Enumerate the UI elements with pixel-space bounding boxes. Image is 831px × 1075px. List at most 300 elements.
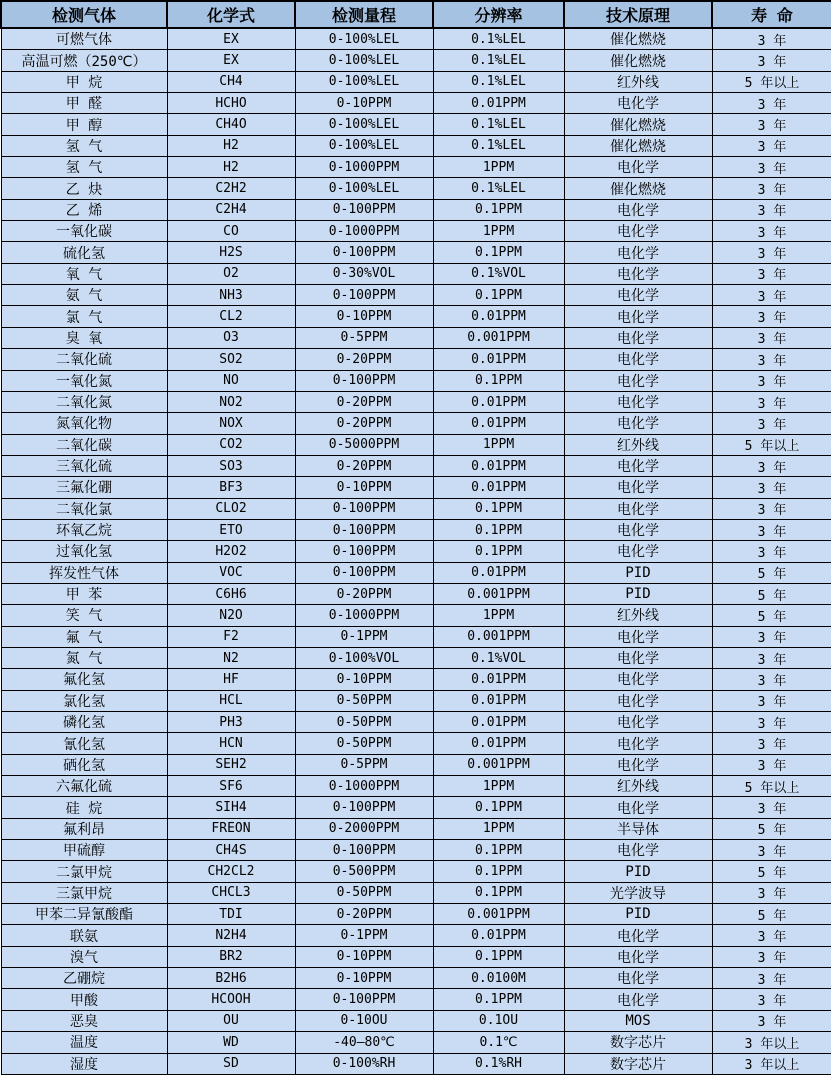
table-cell: CH4 xyxy=(167,71,295,92)
header-row xyxy=(1,1,831,28)
table-cell: 甲苯二异氰酸酯 xyxy=(1,904,167,925)
table-cell: 氰化氢 xyxy=(1,733,167,754)
table-row xyxy=(1,498,831,519)
table-row xyxy=(1,669,831,690)
table-cell: 高温可燃（250℃） xyxy=(1,50,167,71)
table-cell: 0-100%LEL xyxy=(295,135,433,156)
table-row xyxy=(1,904,831,925)
table-cell: 0.1℃ xyxy=(433,1032,564,1053)
table-cell: 臭 氧 xyxy=(1,327,167,348)
table-cell: 5 年 xyxy=(712,583,831,604)
table-cell: 0.001PPM xyxy=(433,754,564,775)
table-row xyxy=(1,455,831,476)
table-row xyxy=(1,221,831,242)
table-cell: 3 年 xyxy=(712,690,831,711)
table-cell: 3 年 xyxy=(712,349,831,370)
table-cell: 二氧化氯 xyxy=(1,498,167,519)
table-row xyxy=(1,178,831,199)
table-row xyxy=(1,882,831,903)
table-cell: 0-10PPM xyxy=(295,968,433,989)
table-cell: CL2 xyxy=(167,306,295,327)
table-cell: 0-10OU xyxy=(295,1010,433,1031)
table-cell: CLO2 xyxy=(167,498,295,519)
table-cell: H2O2 xyxy=(167,541,295,562)
table-cell: 3 年 xyxy=(712,50,831,71)
table-cell: 3 年 xyxy=(712,669,831,690)
table-cell: 0.1%LEL xyxy=(433,114,564,135)
table-cell: 0-5000PPM xyxy=(295,434,433,455)
table-cell: 氧 气 xyxy=(1,263,167,284)
table-cell: 氟利昂 xyxy=(1,818,167,839)
table-cell: 硒化氢 xyxy=(1,754,167,775)
table-cell: 3 年 xyxy=(712,968,831,989)
column-header-detection-range: 检测量程 xyxy=(295,1,433,28)
table-cell: 0.01PPM xyxy=(433,690,564,711)
table-cell: 电化学 xyxy=(564,968,712,989)
table-cell: B2H6 xyxy=(167,968,295,989)
table-cell: 三氟化硼 xyxy=(1,477,167,498)
table-cell: 催化燃烧 xyxy=(564,28,712,50)
table-row xyxy=(1,71,831,92)
table-cell: 0-100PPM xyxy=(295,242,433,263)
table-cell: 电化学 xyxy=(564,349,712,370)
table-row xyxy=(1,199,831,220)
table-cell: C2H4 xyxy=(167,199,295,220)
table-cell: 甲 醛 xyxy=(1,93,167,114)
table-row xyxy=(1,1032,831,1053)
table-cell: PID xyxy=(564,583,712,604)
table-cell: 电化学 xyxy=(564,477,712,498)
table-cell: 0.01PPM xyxy=(433,733,564,754)
table-cell: 0-1000PPM xyxy=(295,221,433,242)
table-cell: 3 年 xyxy=(712,93,831,114)
table-cell: 乙硼烷 xyxy=(1,968,167,989)
table-cell: 0-2000PPM xyxy=(295,818,433,839)
table-cell: 3 年 xyxy=(712,647,831,668)
table-cell: 电化学 xyxy=(564,519,712,540)
table-cell: -40—80℃ xyxy=(295,1032,433,1053)
table-cell: 电化学 xyxy=(564,541,712,562)
table-cell: 电化学 xyxy=(564,647,712,668)
table-row xyxy=(1,818,831,839)
table-cell: 3 年 xyxy=(712,477,831,498)
table-row xyxy=(1,93,831,114)
table-cell: 3 年 xyxy=(712,327,831,348)
table-cell: 甲硫醇 xyxy=(1,840,167,861)
table-cell: 0-100PPM xyxy=(295,840,433,861)
table-cell: 电化学 xyxy=(564,498,712,519)
table-cell: 电化学 xyxy=(564,669,712,690)
table-cell: 0-100PPM xyxy=(295,562,433,583)
table-cell: 电化学 xyxy=(564,413,712,434)
table-cell: 3 年 xyxy=(712,306,831,327)
table-row xyxy=(1,754,831,775)
table-cell: 0-1PPM xyxy=(295,925,433,946)
table-cell: 3 年 xyxy=(712,498,831,519)
table-cell: 0.1%VOL xyxy=(433,647,564,668)
table-cell: 电化学 xyxy=(564,306,712,327)
table-cell: 0-5PPM xyxy=(295,327,433,348)
table-cell: 氯化氢 xyxy=(1,690,167,711)
table-cell: 0.1PPM xyxy=(433,541,564,562)
table-cell: 0-100%LEL xyxy=(295,71,433,92)
table-cell: 电化学 xyxy=(564,989,712,1010)
table-cell: H2 xyxy=(167,157,295,178)
table-cell: 3 年 xyxy=(712,135,831,156)
table-cell: 3 年 xyxy=(712,797,831,818)
table-cell: NO2 xyxy=(167,391,295,412)
table-cell: 红外线 xyxy=(564,605,712,626)
table-cell: 电化学 xyxy=(564,93,712,114)
table-row xyxy=(1,391,831,412)
table-cell: 3 年 xyxy=(712,840,831,861)
table-cell: 0-20PPM xyxy=(295,455,433,476)
table-cell: 3 年 xyxy=(712,114,831,135)
table-cell: 0-50PPM xyxy=(295,712,433,733)
table-cell: 数字芯片 xyxy=(564,1053,712,1075)
table-row xyxy=(1,541,831,562)
table-cell: 二氧化碳 xyxy=(1,434,167,455)
table-cell: NOX xyxy=(167,413,295,434)
table-cell: 电化学 xyxy=(564,946,712,967)
table-cell: C2H2 xyxy=(167,178,295,199)
table-cell: N2H4 xyxy=(167,925,295,946)
table-cell: 3 年 xyxy=(712,199,831,220)
table-cell: 0-50PPM xyxy=(295,690,433,711)
table-cell: 电化学 xyxy=(564,285,712,306)
table-cell: HCHO xyxy=(167,93,295,114)
table-cell: O3 xyxy=(167,327,295,348)
table-cell: 0.01PPM xyxy=(433,455,564,476)
table-cell: 一氧化氮 xyxy=(1,370,167,391)
table-cell: 3 年 xyxy=(712,413,831,434)
table-row xyxy=(1,50,831,71)
table-cell: 0.1%LEL xyxy=(433,28,564,50)
table-cell: 3 年 xyxy=(712,370,831,391)
table-cell: 氯 气 xyxy=(1,306,167,327)
table-cell: 电化学 xyxy=(564,690,712,711)
table-cell: N2O xyxy=(167,605,295,626)
table-cell: TDI xyxy=(167,904,295,925)
table-cell: 乙 炔 xyxy=(1,178,167,199)
column-header-lifespan: 寿 命 xyxy=(712,1,831,28)
table-cell: 电化学 xyxy=(564,370,712,391)
table-cell: H2 xyxy=(167,135,295,156)
table-cell: 数字芯片 xyxy=(564,1032,712,1053)
table-cell: 3 年 xyxy=(712,754,831,775)
table-cell: 硅 烷 xyxy=(1,797,167,818)
table-cell: 1PPM xyxy=(433,221,564,242)
table-cell: 0-10PPM xyxy=(295,306,433,327)
table-cell: 过氧化氢 xyxy=(1,541,167,562)
table-cell: 半导体 xyxy=(564,818,712,839)
table-row xyxy=(1,135,831,156)
table-cell: 0-100PPM xyxy=(295,199,433,220)
table-row xyxy=(1,349,831,370)
table-cell: 0-100PPM xyxy=(295,285,433,306)
table-cell: 5 年 xyxy=(712,818,831,839)
table-cell: 1PPM xyxy=(433,818,564,839)
table-cell: 3 年 xyxy=(712,28,831,50)
table-cell: 湿度 xyxy=(1,1053,167,1075)
table-cell: 电化学 xyxy=(564,925,712,946)
table-cell: HCOOH xyxy=(167,989,295,1010)
table-cell: 电化学 xyxy=(564,263,712,284)
table-cell: 3 年 xyxy=(712,391,831,412)
table-cell: MOS xyxy=(564,1010,712,1031)
table-cell: SF6 xyxy=(167,776,295,797)
table-row xyxy=(1,562,831,583)
table-cell: 0-100%LEL xyxy=(295,28,433,50)
table-body xyxy=(1,28,831,1075)
table-cell: 笑 气 xyxy=(1,605,167,626)
table-cell: 0.1PPM xyxy=(433,498,564,519)
table-cell: 0.01PPM xyxy=(433,925,564,946)
table-cell: 0-100PPM xyxy=(295,370,433,391)
table-row xyxy=(1,605,831,626)
table-cell: 电化学 xyxy=(564,391,712,412)
table-cell: BF3 xyxy=(167,477,295,498)
table-header xyxy=(1,1,831,28)
table-cell: 甲 苯 xyxy=(1,583,167,604)
table-cell: 二氧化硫 xyxy=(1,349,167,370)
table-cell: 电化学 xyxy=(564,157,712,178)
table-cell: 氟 气 xyxy=(1,626,167,647)
table-cell: 0.1%LEL xyxy=(433,50,564,71)
table-row xyxy=(1,242,831,263)
table-cell: 光学波导 xyxy=(564,882,712,903)
table-row xyxy=(1,776,831,797)
table-cell: 3 年 xyxy=(712,925,831,946)
table-cell: NH3 xyxy=(167,285,295,306)
table-cell: 5 年 xyxy=(712,605,831,626)
table-cell: 甲酸 xyxy=(1,989,167,1010)
table-cell: 5 年以上 xyxy=(712,776,831,797)
table-cell: PID xyxy=(564,904,712,925)
table-cell: 电化学 xyxy=(564,797,712,818)
table-cell: SO3 xyxy=(167,455,295,476)
table-cell: HCN xyxy=(167,733,295,754)
table-cell: 六氟化硫 xyxy=(1,776,167,797)
table-cell: 0-20PPM xyxy=(295,413,433,434)
table-cell: 0.01PPM xyxy=(433,93,564,114)
table-cell: CO2 xyxy=(167,434,295,455)
table-cell: 电化学 xyxy=(564,199,712,220)
table-cell: 0.1%LEL xyxy=(433,178,564,199)
table-cell: 电化学 xyxy=(564,455,712,476)
table-row xyxy=(1,477,831,498)
table-cell: PH3 xyxy=(167,712,295,733)
table-cell: WD xyxy=(167,1032,295,1053)
table-cell: 0.01PPM xyxy=(433,349,564,370)
table-cell: 0.1PPM xyxy=(433,946,564,967)
table-row xyxy=(1,797,831,818)
table-cell: 0-100%RH xyxy=(295,1053,433,1075)
table-cell: 0-30%VOL xyxy=(295,263,433,284)
table-cell: FREON xyxy=(167,818,295,839)
table-cell: 催化燃烧 xyxy=(564,114,712,135)
table-cell: 0.1%RH xyxy=(433,1053,564,1075)
table-cell: 电化学 xyxy=(564,327,712,348)
table-row xyxy=(1,28,831,50)
table-cell: 电化学 xyxy=(564,733,712,754)
table-cell: 甲 醇 xyxy=(1,114,167,135)
table-cell: CO xyxy=(167,221,295,242)
table-cell: 联氨 xyxy=(1,925,167,946)
table-row xyxy=(1,306,831,327)
table-cell: 电化学 xyxy=(564,221,712,242)
table-cell: C6H6 xyxy=(167,583,295,604)
table-row xyxy=(1,946,831,967)
table-row xyxy=(1,733,831,754)
table-cell: CH2CL2 xyxy=(167,861,295,882)
table-cell: 0-20PPM xyxy=(295,583,433,604)
table-cell: 3 年 xyxy=(712,263,831,284)
table-cell: CH4S xyxy=(167,840,295,861)
table-cell: 0-20PPM xyxy=(295,349,433,370)
table-cell: 0.1PPM xyxy=(433,370,564,391)
table-cell: 二氯甲烷 xyxy=(1,861,167,882)
table-cell: NO xyxy=(167,370,295,391)
table-cell: 3 年 xyxy=(712,455,831,476)
table-cell: SO2 xyxy=(167,349,295,370)
table-cell: 0-1000PPM xyxy=(295,605,433,626)
table-row xyxy=(1,647,831,668)
table-cell: 0.1PPM xyxy=(433,861,564,882)
table-cell: 1PPM xyxy=(433,605,564,626)
table-cell: 催化燃烧 xyxy=(564,135,712,156)
table-row xyxy=(1,327,831,348)
table-cell: 0.01PPM xyxy=(433,413,564,434)
table-cell: 0-50PPM xyxy=(295,733,433,754)
table-cell: 5 年 xyxy=(712,562,831,583)
table-cell: 氮 气 xyxy=(1,647,167,668)
table-cell: 0-10PPM xyxy=(295,946,433,967)
table-cell: 0-100PPM xyxy=(295,797,433,818)
table-cell: 恶臭 xyxy=(1,1010,167,1031)
table-cell: 0.01PPM xyxy=(433,712,564,733)
table-cell: 3 年 xyxy=(712,157,831,178)
table-row xyxy=(1,157,831,178)
table-cell: 电化学 xyxy=(564,242,712,263)
table-cell: 0-10PPM xyxy=(295,93,433,114)
table-row xyxy=(1,114,831,135)
table-cell: 0.1%LEL xyxy=(433,71,564,92)
table-cell: CHCL3 xyxy=(167,882,295,903)
table-cell: 3 年 xyxy=(712,221,831,242)
table-cell: 催化燃烧 xyxy=(564,178,712,199)
table-cell: 0.1PPM xyxy=(433,285,564,306)
table-cell: 0-10PPM xyxy=(295,669,433,690)
table-cell: 5 年以上 xyxy=(712,434,831,455)
table-cell: 3 年 xyxy=(712,242,831,263)
table-cell: 氮氧化物 xyxy=(1,413,167,434)
table-cell: ETO xyxy=(167,519,295,540)
table-cell: 氨 气 xyxy=(1,285,167,306)
table-cell: 氢 气 xyxy=(1,135,167,156)
table-row xyxy=(1,434,831,455)
table-cell: 1PPM xyxy=(433,776,564,797)
table-cell: 0.01PPM xyxy=(433,391,564,412)
table-row xyxy=(1,285,831,306)
table-cell: H2S xyxy=(167,242,295,263)
table-cell: 电化学 xyxy=(564,840,712,861)
table-cell: 1PPM xyxy=(433,434,564,455)
table-cell: 3 年 xyxy=(712,733,831,754)
column-header-detected-gas: 检测气体 xyxy=(1,1,167,28)
table-cell: 3 年以上 xyxy=(712,1032,831,1053)
table-cell: 0.1PPM xyxy=(433,199,564,220)
table-cell: 0.1%VOL xyxy=(433,263,564,284)
table-cell: 0-500PPM xyxy=(295,861,433,882)
table-cell: SEH2 xyxy=(167,754,295,775)
table-cell: 0.1PPM xyxy=(433,242,564,263)
table-cell: 0-10PPM xyxy=(295,477,433,498)
table-cell: F2 xyxy=(167,626,295,647)
table-cell: 0.01PPM xyxy=(433,669,564,690)
table-cell: 0.1%LEL xyxy=(433,135,564,156)
table-cell: 红外线 xyxy=(564,776,712,797)
table-cell: O2 xyxy=(167,263,295,284)
table-cell: 0.1PPM xyxy=(433,882,564,903)
table-row xyxy=(1,861,831,882)
column-header-resolution: 分辨率 xyxy=(433,1,564,28)
table-cell: 0-1000PPM xyxy=(295,776,433,797)
table-cell: 二氧化氮 xyxy=(1,391,167,412)
table-cell: 0.001PPM xyxy=(433,626,564,647)
table-row xyxy=(1,925,831,946)
table-cell: 挥发性气体 xyxy=(1,562,167,583)
table-cell: 3 年 xyxy=(712,946,831,967)
table-cell: VOC xyxy=(167,562,295,583)
table-cell: 0-100%LEL xyxy=(295,178,433,199)
table-cell: 0-100%LEL xyxy=(295,50,433,71)
table-cell: 溴气 xyxy=(1,946,167,967)
table-cell: 0-1000PPM xyxy=(295,157,433,178)
table-row xyxy=(1,370,831,391)
table-cell: 3 年 xyxy=(712,541,831,562)
table-cell: EX xyxy=(167,28,295,50)
table-cell: 5 年 xyxy=(712,904,831,925)
table-cell: 3 年 xyxy=(712,178,831,199)
table-cell: 0.01PPM xyxy=(433,562,564,583)
table-cell: 一氧化碳 xyxy=(1,221,167,242)
table-cell: N2 xyxy=(167,647,295,668)
table-cell: SD xyxy=(167,1053,295,1075)
table-cell: 电化学 xyxy=(564,754,712,775)
table-cell: 3 年 xyxy=(712,1010,831,1031)
column-header-technical-principle: 技术原理 xyxy=(564,1,712,28)
table-cell: 3 年 xyxy=(712,626,831,647)
table-cell: 电化学 xyxy=(564,626,712,647)
table-cell: 0.001PPM xyxy=(433,904,564,925)
table-cell: PID xyxy=(564,562,712,583)
table-row xyxy=(1,626,831,647)
table-cell: 三氯甲烷 xyxy=(1,882,167,903)
table-cell: 5 年以上 xyxy=(712,71,831,92)
table-cell: 甲 烷 xyxy=(1,71,167,92)
table-cell: 3 年 xyxy=(712,285,831,306)
table-cell: HF xyxy=(167,669,295,690)
table-cell: 催化燃烧 xyxy=(564,50,712,71)
table-cell: CH4O xyxy=(167,114,295,135)
table-cell: 3 年 xyxy=(712,519,831,540)
table-cell: 0-100%VOL xyxy=(295,647,433,668)
table-cell: 红外线 xyxy=(564,71,712,92)
table-cell: 0-100PPM xyxy=(295,989,433,1010)
table-cell: 环氧乙烷 xyxy=(1,519,167,540)
table-cell: 0.001PPM xyxy=(433,583,564,604)
